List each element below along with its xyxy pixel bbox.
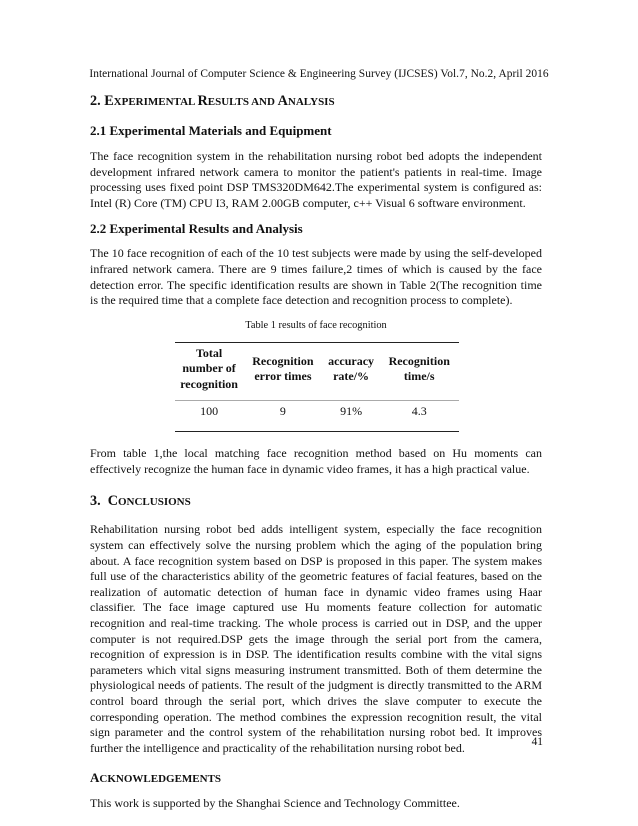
table-header-cell: Recognition error times [243, 342, 323, 401]
section-2-title-cap: R [197, 93, 208, 109]
section-3-title-cap: C [107, 493, 118, 510]
table-row [175, 401, 459, 432]
section-3-heading [90, 492, 542, 511]
subsection-2-1-heading: 2.1 Experimental Materials and Equipment [90, 123, 332, 138]
table-header-cell: Recognition time/s [379, 342, 459, 401]
section-2-title-rest: XPERIMENTAL [113, 96, 198, 108]
table-caption: Table 1 results of face recognition [245, 319, 387, 331]
subsection-2-1-paragraph: The face recognition system in the rehabilitation nursing robot bed adopts the independent development infrared network camera to monitor the patient's patients in real-time. Image processing uses fixed point DSP TMS320DM642.The experimental system is configured as: Intel (R) Core (TM) CPU I3, RAM 2.00GB computer, c++ Visual 6 software environment. [90, 149, 542, 210]
section-2-title-rest: NALYSIS [287, 96, 335, 108]
section-2-title-cap: A [277, 93, 288, 109]
section-2-heading [90, 92, 542, 111]
acknowledgements-heading [90, 769, 542, 788]
acknowledgements-title-cap: A [90, 770, 100, 786]
table-cell: 100 [200, 404, 219, 419]
table-cell: 9 [279, 404, 286, 419]
table-header-cell: accuracy rate/% [323, 342, 380, 401]
section-2-title-cap: E [104, 93, 114, 109]
section-2-number: 2. [90, 93, 101, 109]
acknowledgements-title-rest: CKNOWLEDGEMENTS [99, 773, 222, 786]
results-table [175, 342, 459, 433]
after-table-paragraph: From table 1,the local matching face recognition method based on Hu moments can effectively recognize the human face in dynamic video frames, it has a high practical value. [90, 446, 542, 476]
section-3-title-rest: ONCLUSIONS [117, 496, 191, 509]
subsection-2-2-paragraph: The 10 face recognition of each of the 10 test subjects were made by using the self-developed infrared network camera. There are 9 times failure,2 times of which is caused by the face detection error. The specific identification results are shown in Table 2(The recognition time is the required time that a complete face detection and recognition process to complete). [90, 246, 542, 308]
table-header-cell: Total number of recognition [175, 342, 243, 401]
section-3-number: 3. [90, 493, 101, 510]
subsection-2-2-heading: 2.2 Experimental Results and Analysis [90, 221, 303, 237]
page-number: 41 [531, 736, 543, 748]
section-2-title-rest: ESULTS AND [207, 96, 278, 108]
table-header-row [175, 342, 459, 401]
table-cell: 4.3 [411, 404, 427, 419]
acknowledgements-paragraph: This work is supported by the Shanghai Science and Technology Committee. [90, 796, 460, 811]
conclusions-paragraph: Rehabilitation nursing robot bed adds intelligent system, especially the face recognition system can effectively solve the nursing problem which the aging of the population bring about. A face recognition system based on DSP is proposed in this paper. The system makes full use of the characteristics ability of the geometric features of facial features, based on the realization of automatic detection of human face in dynamic video frames using Haar classifier. The face image captured use Hu moments feature collection for automatic recognition and real-time tracking. The whole process is carried out in DSP, and the upper computer is not required.DSP gets the image through the serial port from the camera, recognition of expression is in DSP. The identification results combine with the vital signs parameters which vital signs measuring instrument transmitted. Both of them determine the physiological needs of patients. The result of the judgment is directly transmitted to the ARM control board through the serial port, which drives the slave computer to execute the corresponding operation. The method combines the expression recognition result, the vital sign parameter and the control system of the rehabilitation nursing robot bed. It improves further the intelligence and practicality of the rehabilitation nursing robot bed. [90, 522, 542, 755]
running-head: International Journal of Computer Science & Engineering Survey (IJCSES) Vol.7, No.2, April 2016 [89, 68, 549, 80]
page-content [90, 92, 542, 812]
table-cell: 91% [340, 404, 363, 419]
